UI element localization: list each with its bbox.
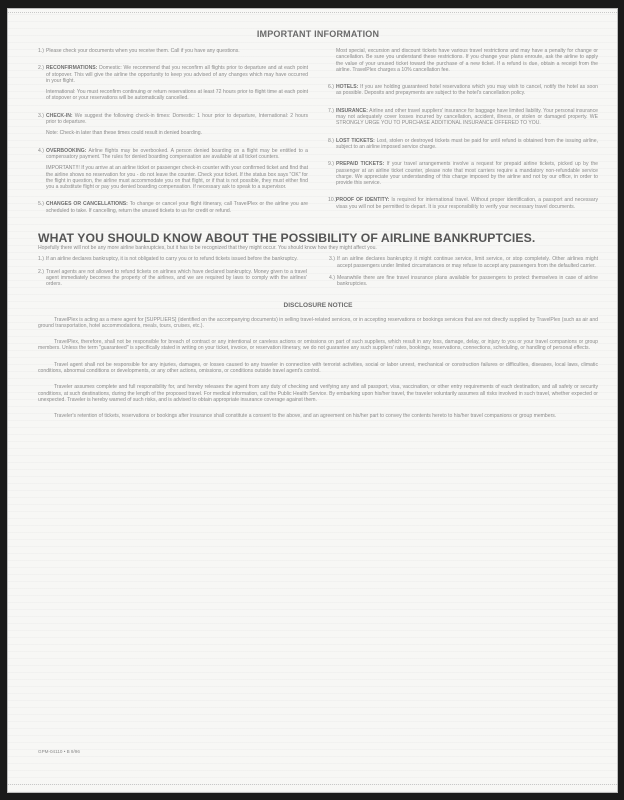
item-number: 10.) bbox=[328, 197, 337, 204]
item-paragraph bbox=[46, 130, 308, 136]
item-paragraph bbox=[46, 113, 308, 126]
item-paragraph bbox=[46, 201, 308, 214]
info-item bbox=[328, 108, 598, 132]
item-number bbox=[328, 48, 336, 78]
disclosure-paragraph: Traveler's retention of tickets, reservations or bookings after insurance shall constitute a consent to the above, and an agreement on his/her part to convey the contents hereto to his/her travel companions or group members. bbox=[54, 413, 557, 420]
item-lead: INSURANCE: bbox=[336, 107, 368, 114]
item-body: Note: Check-in later than these times could result in denied boarding. bbox=[46, 130, 203, 137]
item-number: 4.) bbox=[329, 274, 335, 281]
item-paragraph bbox=[336, 108, 598, 127]
item-body: IMPORTANT!!! If you arrive at an airline ticket or passenger check-in counter with your confirmed ticket and find that the airline shows no reservation for you - do not leave the counter. Check your ticket. If the status box says "OK" for the flight in question, the airline must accommodate you on that flight, or if that is not possible, they must either find you a substitute flight or pay you denied boarding compensation. If necessary ask to speak to a supervisor. bbox=[46, 165, 308, 191]
bankruptcy-item bbox=[38, 269, 307, 288]
item-text bbox=[46, 65, 308, 106]
info-item bbox=[328, 138, 598, 156]
item-body: Lost, stolen or destroyed tickets must be paid for until refund is obtained from the issuing airline, subject to an airline imposed service charge. bbox=[336, 137, 599, 150]
item-body: If you are holding guaranteed hotel reservations which you may wish to cancel, notify the hotel as soon as possible. Deposits and prepayments are subject to the hotel's cancellation policy. bbox=[336, 84, 599, 97]
item-lead: PROOF OF IDENTITY: bbox=[336, 197, 390, 204]
item-number: 8.) bbox=[328, 137, 334, 144]
item-text: Travel agents are not allowed to refund tickets on airlines which have declared bankruptcy. Money given to a travel agent immediately becomes the property of the airlines, and we are required by laws to comply with the airlines' orders. bbox=[46, 268, 307, 288]
bankruptcy-item bbox=[329, 256, 598, 269]
item-text bbox=[46, 201, 308, 219]
item-paragraph bbox=[336, 161, 598, 186]
item-text: If an airline declares bankruptcy, it is not obligated to carry you or to refund tickets issued before the bankruptcy. bbox=[46, 256, 298, 263]
info-item bbox=[328, 48, 598, 78]
item-paragraph bbox=[46, 165, 308, 190]
disclosure-paragraph: TravelPlex, therefore, shall not be responsible for breach of contract or any intentional or careless actions or omissions on part of such suppliers, which result in any loss, damage, delay, or injury to you or your travel companions or group members. Unless the term "guaranteed" is specifically stated in writing on your ticket, invoice, or reservation itinerary, we do not guarantee any such suppliers' rates, bookings, reservations, connections, scheduling, or handling of personal effects. bbox=[38, 339, 598, 352]
disclosure-paragraph: Travel agent shall not be responsible for any injuries, damages, or losses caused to any traveler in connection with terrorist activities, social or labor unrest, mechanical or construction failures or difficulties, diseases, local laws, climatic conditions, abnormal conditions or developments, or any other actions, omissions, or conditions outside travel agent's control. bbox=[38, 361, 598, 375]
bankruptcy-right-column bbox=[329, 256, 598, 293]
item-paragraph bbox=[46, 65, 308, 84]
item-number: 1.) bbox=[38, 256, 44, 263]
item-body: If your travel arrangements involve a request for prepaid airline tickets, picked up by the passenger at an airline ticket counter, please note that most carriers require a mandatory non-refundable service charge. We appreciate your understanding of this charge imposed by the airline and not by our office, in order to provide this service. bbox=[336, 161, 598, 187]
item-number: 2.) bbox=[38, 268, 44, 275]
item-number: 3.) bbox=[329, 256, 335, 263]
bankruptcy-columns bbox=[38, 256, 598, 293]
item-text bbox=[336, 48, 598, 78]
bankruptcy-intro: Hopefully there will not be any more airline bankruptcies, but it has to be recognized that they might occur. You should know how they might affect you. bbox=[38, 245, 377, 252]
item-paragraph bbox=[336, 197, 598, 210]
item-body: We suggest the following check-in times: Domestic: 1 hour prior to departure, International: 2 hours prior to departure. bbox=[46, 112, 308, 126]
item-paragraph bbox=[336, 84, 598, 97]
item-number: 9.) bbox=[328, 161, 334, 168]
item-text: If an airline declares bankruptcy it might continue service, limit service, or stop completely. Other airlines might accept passengers under limited circumstances or may refuse to accept any passengers from the defaulted carrier. bbox=[337, 256, 598, 269]
item-body: International: You must reconfirm continuing or return reservations at least 72 hours prior to flight time at each point of stopover or your reservations will be automatically cancelled. bbox=[46, 89, 308, 102]
item-text bbox=[336, 84, 598, 102]
item-text bbox=[46, 48, 308, 59]
item-number: 6.) bbox=[328, 84, 334, 91]
item-lead: CHECK-IN: bbox=[46, 112, 73, 119]
bankruptcy-item bbox=[38, 256, 307, 262]
bankruptcy-left-column bbox=[38, 256, 307, 293]
item-paragraph bbox=[46, 148, 308, 161]
item-text bbox=[46, 113, 308, 142]
item-text: Meanwhile there are fine travel insurance plans available for passengers to protect themselves in case of airline bankruptcies. bbox=[337, 274, 598, 288]
item-number: 1.) bbox=[38, 48, 44, 54]
info-item bbox=[38, 148, 308, 196]
item-lead: RECONFIRMATIONS: bbox=[46, 65, 98, 72]
info-item bbox=[328, 84, 598, 102]
info-item bbox=[328, 197, 598, 215]
perforation-top bbox=[8, 12, 617, 13]
item-text bbox=[336, 161, 598, 191]
item-lead: PREPAID TICKETS: bbox=[336, 161, 385, 168]
item-number: 3.) bbox=[38, 112, 44, 119]
document-content bbox=[38, 29, 598, 430]
info-item bbox=[38, 113, 308, 142]
item-body: Is required for international travel. Without proper identification, a passport and necessary visas you will not be permitted to depart. It is your responsibility to verify your necessary travel documents. bbox=[336, 197, 599, 210]
item-text bbox=[336, 108, 598, 132]
item-number: 2.) bbox=[38, 65, 44, 72]
bankruptcy-heading: WHAT YOU SHOULD KNOW ABOUT THE POSSIBILITY OF AIRLINE BANKRUPTCIES. bbox=[38, 231, 536, 246]
disclosure-body bbox=[38, 317, 598, 420]
disclosure-notice-title: DISCLOSURE NOTICE bbox=[283, 301, 353, 309]
item-paragraph bbox=[46, 48, 308, 54]
item-lead: OVERBOOKING: bbox=[46, 147, 87, 154]
bankruptcy-item bbox=[329, 275, 598, 288]
item-text bbox=[336, 197, 598, 215]
perforation-bottom bbox=[8, 784, 617, 785]
item-lead: HOTELS: bbox=[336, 84, 359, 91]
item-number: 7.) bbox=[328, 107, 334, 114]
item-text bbox=[46, 148, 308, 196]
info-left-column bbox=[38, 48, 308, 225]
important-information-columns bbox=[38, 48, 598, 225]
item-body: Domestic: We recommend that you reconfirm all flights prior to departure and at each point of stopover. This will give the airline the opportunity to keep you advised of any changes which may have occurred in your flight. bbox=[46, 65, 308, 84]
info-item bbox=[328, 161, 598, 191]
info-item bbox=[38, 201, 308, 219]
item-paragraph bbox=[336, 48, 598, 73]
form-number: GPM-04110 • B 9/96 bbox=[38, 749, 80, 754]
item-paragraph bbox=[46, 89, 308, 102]
disclosure-paragraph: Traveler assumes complete and full responsibility for, and hereby releases the agent from any duty of checking and verifying any and all passport, visa, vaccination, or other entry requirements of each destination, and all safety or security conditions, at such destinations, during the length of the proposed travel. For medical information, call the Public Health Service. By embarking upon his/her travel, the traveler voluntarily assumes all risks involved in such travel, whether expected or unexpected. Traveler is hereby warned of such risks, and is advised to obtain appropriate insurance coverage against them. bbox=[38, 384, 598, 403]
item-body: Airline flights may be overbooked. A person denied boarding on a flight may be entitled to a compensatory payment. The rules for denied boarding compensation are available at all ticket counters. bbox=[46, 147, 308, 160]
item-body: Airline and other travel suppliers' insurance for baggage have limited liability. Your personal insurance may not adequately cover losses incurred by cancellation, accident, illness, or stolen or damaged property. WE STRONGLY URGE YOU TO PURCHASE ADDITIONAL INSURANCE OFFERED TO YOU. bbox=[336, 107, 598, 127]
important-information-title: IMPORTANT INFORMATION bbox=[256, 29, 380, 39]
item-paragraph bbox=[336, 138, 598, 151]
item-lead: LOST TICKETS: bbox=[336, 137, 375, 144]
item-body: To change or cancel your flight itinerary, call TravelPlex or the airline you are scheduled to take. If cancelling, return the unused tickets to us for credit or refund. bbox=[46, 201, 308, 214]
info-item bbox=[38, 65, 308, 106]
item-lead: CHANGES OR CANCELLATIONS: bbox=[46, 201, 128, 208]
document-page bbox=[7, 8, 618, 793]
item-text bbox=[336, 138, 598, 156]
disclosure-paragraph: TravelPlex is acting as a mere agent for [SUPPLIERS] (identified on the accompanying documents) in selling travel-related services, or in accepting reservations or bookings services that are not directly supplied by TravelPlex (such as air and ground transportation, hotel accommodations, meals, tours, cruises, etc.). bbox=[38, 316, 598, 329]
item-number: 5.) bbox=[38, 201, 44, 208]
item-body: Please check your documents when you receive them. Call if you have any questions. bbox=[46, 48, 240, 54]
info-item bbox=[38, 48, 308, 59]
info-right-column bbox=[328, 48, 598, 225]
item-body: Most special, excursion and discount tickets have various travel restrictions and may have a penalty for change or cancellation. Be sure you understand these restrictions. If you change your plans enroute, ask the airline to apply the value of your unused ticket toward the purchase of a new ticket. If a refund is due, obtain a receipt from the airline. TravelPlex charges a 10% cancellation fee. bbox=[336, 48, 598, 73]
item-number: 4.) bbox=[38, 147, 44, 154]
